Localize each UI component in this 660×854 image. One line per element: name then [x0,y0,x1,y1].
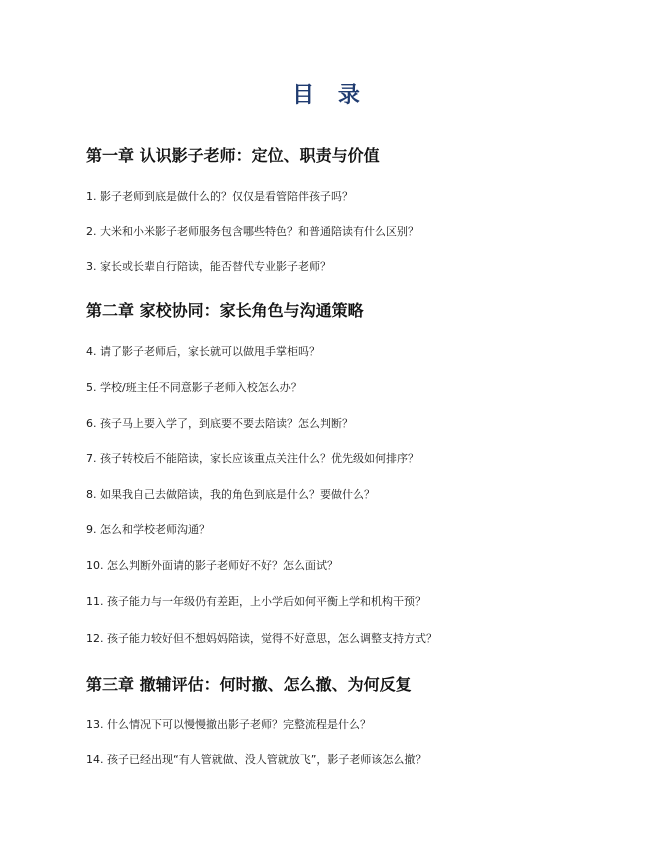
toc-item-13: 13. 什么情况下可以慢慢撤出影子老师？完整流程是什么？ [86,718,371,731]
toc-title: 目 录 [292,83,368,108]
toc-item-14: 14. 孩子已经出现“有人管就做、没人管就放飞”，影子老师该怎么撤？ [86,753,427,766]
toc-item-3: 3. 家长或长辈自行陪读，能否替代专业影子老师？ [86,260,331,273]
toc-item-11: 11. 孩子能力与一年级仍有差距，上小学后如何平衡上学和机构干预？ [86,595,426,608]
chapter-2-heading: 第二章 家校协同：家长角色与沟通策略 [86,301,364,320]
toc-item-8: 8. 如果我自己去做陪读，我的角色到底是什么？要做什么？ [86,488,375,501]
toc-item-1: 1. 影子老师到底是做什么的？仅仅是看管陪伴孩子吗？ [86,190,353,203]
toc-item-2: 2. 大米和小米影子老师服务包含哪些特色？和普通陪读有什么区别？ [86,225,419,238]
toc-item-7: 7. 孩子转校后不能陪读，家长应该重点关注什么？优先级如何排序？ [86,452,419,465]
toc-item-4: 4. 请了影子老师后，家长就可以做甩手掌柜吗？ [86,345,320,358]
toc-item-5: 5. 学校/班主任不同意影子老师入校怎么办？ [86,381,302,394]
chapter-3-heading: 第三章 撤辅评估：何时撤、怎么撤、为何反复 [86,675,412,694]
toc-item-9: 9. 怎么和学校老师沟通？ [86,523,210,536]
chapter-1-heading: 第一章 认识影子老师：定位、职责与价值 [86,146,380,165]
toc-item-12: 12. 孩子能力较好但不想妈妈陪读，觉得不好意思，怎么调整支持方式？ [86,632,437,645]
toc-item-6: 6. 孩子马上要入学了，到底要不要去陪读？怎么判断？ [86,417,353,430]
toc-item-10: 10. 怎么判断外面请的影子老师好不好？怎么面试？ [86,559,338,572]
